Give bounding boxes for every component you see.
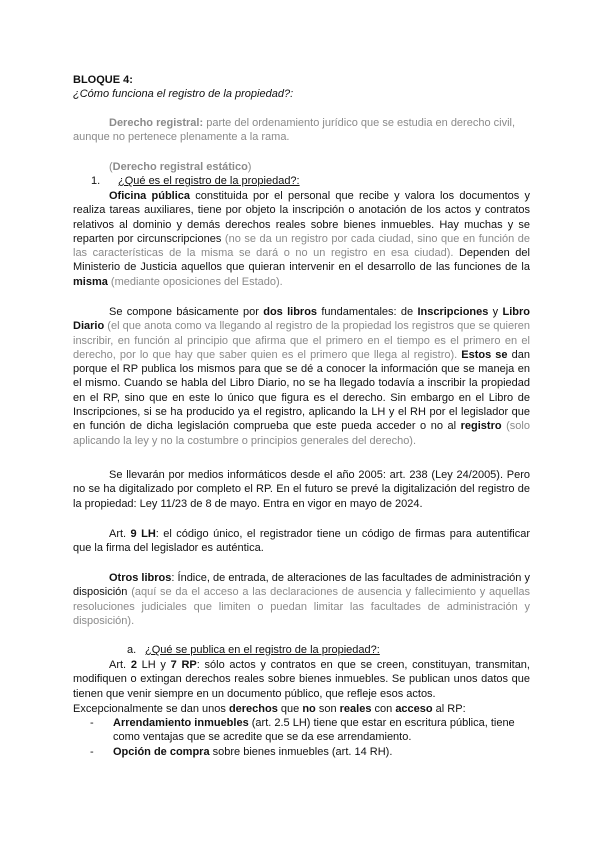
text: (art. 2.5 LH) tiene que estar en escritura pública, tiene como ventajas que se acredite que se da ese arrendamiento. — [113, 717, 515, 744]
text: y — [488, 306, 503, 318]
text: al RP: — [432, 703, 466, 715]
term-libro-diario: Libro Diario — [73, 306, 530, 333]
term-acceso: acceso — [395, 703, 433, 715]
paren-close: ) — [247, 161, 252, 173]
note: (mediante oposiciones del Estado). — [107, 275, 283, 288]
text: Art. — [109, 659, 131, 671]
text: sobre bienes inmuebles (art. 14 RH). — [209, 746, 393, 758]
term-reales: reales — [339, 703, 372, 715]
list-bullet: - — [90, 717, 94, 729]
list-item — [73, 716, 530, 745]
term-no: no — [302, 703, 316, 715]
paragraph-libros — [73, 305, 530, 448]
paragraph-art-2 — [73, 658, 530, 701]
term-2: 2 — [130, 659, 137, 671]
text: fundamentales: de — [317, 306, 418, 318]
text: que — [277, 703, 303, 715]
block-subtitle: ¿Cómo funciona el registro de la propiedad?: — [73, 88, 294, 100]
term-derecho-registral: Derecho registral: — [109, 117, 204, 129]
section-label-estatico — [73, 160, 530, 174]
term-opcion-compra: Opción de compra — [113, 746, 210, 758]
term-derechos: derechos — [228, 703, 278, 715]
term-dos-libros: dos libros — [263, 306, 318, 318]
note: (el que anota como va llegando al registro de la propiedad los registros que se quieren inscribir, en función al principio que afirma que el primero en el tiempo es el primero en el derecho, por lo que hay que saber quien es el primero que llega al registro). — [73, 320, 530, 361]
note: (solo aplicando la ley y no la costumbre o principios generales del derecho). — [73, 420, 530, 447]
term-estatico: Derecho registral estático — [112, 161, 248, 173]
text: LH y — [136, 659, 171, 671]
paragraph-derecho-registral — [73, 116, 530, 145]
paragraph-art-9 — [73, 527, 530, 556]
text: Art. — [109, 528, 131, 540]
text: dan porque el RP publica los mismos para que se dé a conocer la información que se maneja en el mismo. Cuando se habla del Libro Diario, no se ha llegado todavía a inscribir la propiedad en el RP, sino que en este lo único que figura es el derecho. Sin embargo en el Libro de Inscripciones, si se ha producido ya el registro, aplicando la LH y el RH por el legislador que en función de dicha legislación comprueba que este pueda acceder o no al — [73, 348, 530, 433]
list-bullet: - — [90, 746, 94, 758]
question-text: ¿Qué es el registro de la propiedad?: — [118, 175, 300, 187]
term-estos-se: Estos se — [457, 348, 508, 361]
term-7-rp: 7 RP — [170, 659, 197, 671]
text: con — [371, 703, 396, 715]
question-a — [73, 643, 530, 657]
paragraph-informaticos: Se llevarán por medios informáticos desde el año 2005: art. 238 (Ley 24/2005). Pero no se ha digitalizado por completo el RP. En el futuro se prevé la digitalización del registro de la propiedad: Ley 11/23 de 8 de mayo. Entra en vigor en mayo de 2024. — [73, 469, 530, 510]
text: Se compone básicamente por — [109, 306, 264, 318]
text: : Índice, de entrada, de alteraciones de las facultades de administración y disposición — [73, 572, 531, 599]
note: (aquí se da el acceso a las declaraciones de ausencia y fallecimiento y aquellas resoluciones judiciales que limiten o puedan limitar las facultades de administración y disposición). — [73, 586, 530, 627]
term-misma: misma — [73, 275, 108, 288]
term-9-lh: 9 LH — [130, 528, 156, 540]
term-oficina-publica: Oficina pública — [109, 190, 191, 202]
term-otros-libros: Otros libros — [109, 572, 172, 584]
text: : sólo actos y contratos en que se creen, constituyan, transmitan, modifiquen o extingan derechos reales sobre bienes inmuebles. Se publican unos datos que tienen que venir siempre en un documento público, que refleje esos actos. — [73, 659, 530, 700]
term-registro: registro — [460, 420, 502, 433]
question-text: ¿Qué se publica en el registro de la propiedad?: — [145, 644, 380, 656]
paragraph-otros-libros — [73, 571, 530, 628]
paren-open: ( — [109, 161, 113, 173]
term-arrendamiento: Arrendamiento inmuebles — [113, 717, 249, 729]
text: Dependen del Ministerio de Justicia aquellos que quieran intervenir en el desarrollo de las funciones de la — [73, 247, 530, 274]
question-1 — [73, 174, 530, 188]
question-letter: a. — [127, 644, 137, 656]
question-number: 1. — [91, 175, 101, 187]
paragraph-oficina-publica — [73, 189, 530, 289]
text: Excepcionalmente se dan unos — [73, 703, 229, 715]
text: son — [315, 703, 340, 715]
text: constituida por el personal que recibe y valora los documentos y realiza tareas auxiliares, tiene por objeto la inscripción o anotación de los actos y contratos relativos al dominio y demás derechos reales sobre bienes inmuebles. Hay muchas y se reparten por circunscripciones — [73, 190, 530, 245]
block-title: BLOQUE 4: — [73, 74, 133, 86]
note: (no se da un registro por cada ciudad, sino que en función de las características de la misma se dará o no un registro en esa ciudad). — [73, 232, 530, 260]
list-item — [73, 745, 530, 759]
text: : el código único, el registrador tiene un código de firmas para autentificar que la firma del legislador es auténtica. — [73, 528, 530, 555]
paragraph-excepcionalmente — [73, 702, 530, 716]
paragraph-text: parte del ordenamiento jurídico que se estudia en derecho civil, aunque no pertenece plenamente a la rama. — [73, 117, 516, 144]
term-inscripciones: Inscripciones — [417, 306, 489, 318]
